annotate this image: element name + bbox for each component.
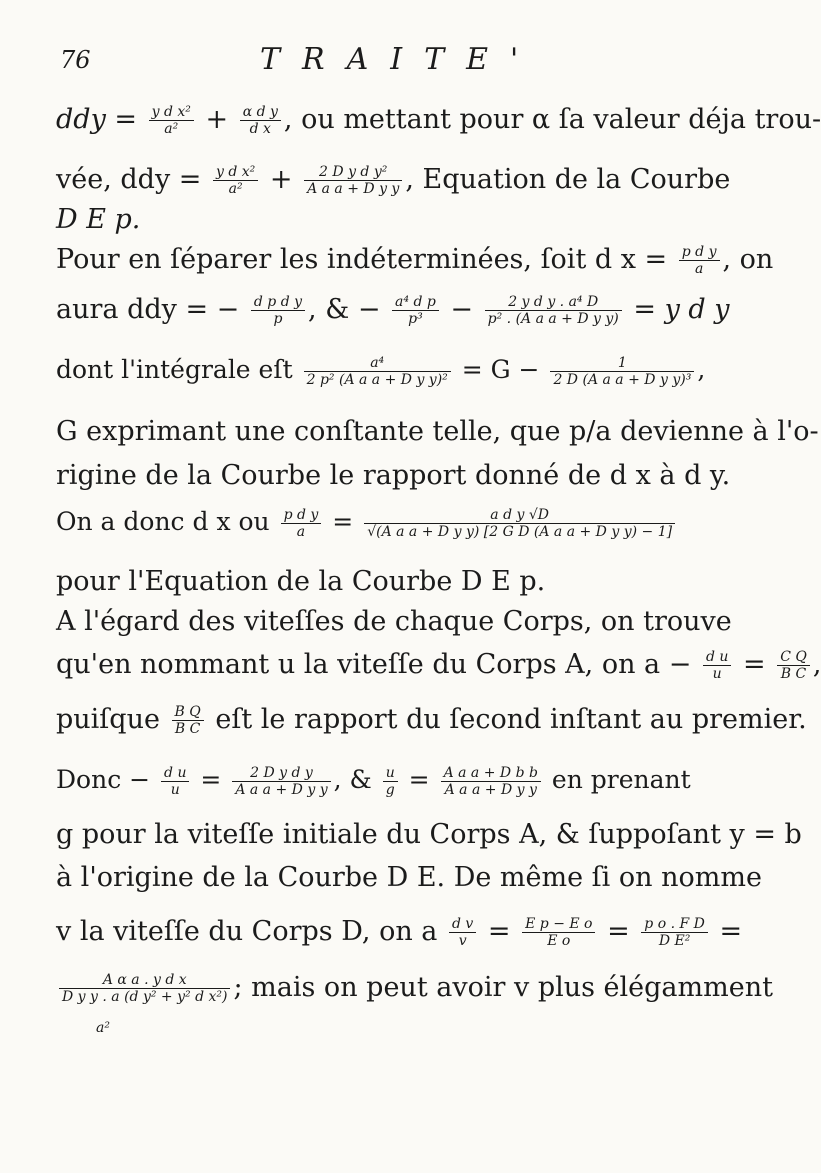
text-line-15: g pour la viteſſe initiale du Corps A, & ſuppoſant y = b: [56, 819, 802, 850]
text-line-12: qu'en nommant u la viteſſe du Corps A, on a − $\frac{\text{d u}}{u}$ = $\frac{\text{C Q}}{\text{B C}}$ ,: [56, 649, 821, 682]
text-line-13: puiſque $\frac{\text{B Q}}{\text{B C}}$ eſt le rapport du ſecond inſtant au premier.: [56, 704, 807, 737]
text-line-2: vée, ddy = $\frac{\text{y d x²}}{\text{a²}}$ + $\frac{\text{2 D y d y²}}{\text{A a a + D y y}}$ , Equation de la Courbe: [56, 164, 731, 197]
text-line-18: $\frac{\text{A α a . y d x}}{\text{D y y . a (d y² + y² d x²)}}$ ; mais on peut avoir v plus élégamment: [56, 968, 766, 1008]
text-line-3: D E p.: [56, 204, 141, 235]
text-line-14: Donc − $\frac{\text{d u}}{u}$ = $\frac{\text{2 D y d y}}{\text{A a a + D y y}}$ , & $\frac{u}{g}$ = $\frac{\text{A a a + D b b}}{\text{A a a + D y y}}$ en prenant: [56, 765, 691, 798]
text-line-6: dont l'intégrale eſt $\frac{\text{a⁴}}{\text{2 p² (A a a + D y y)²}}$ = G − $\frac{1}{\text{2 D (A a a + D y y)³}}$ ,: [56, 355, 706, 388]
text-line-19: a²: [96, 1020, 110, 1036]
text-line-5: aura ddy = − $\frac{\text{d p d y}}{p}$ , & − $\frac{\text{a⁴ d p}}{\text{p³}}$ − $\frac{\text{2 y d y . a⁴ D}}{\text{p² . (A a a + D y y)}}$ = y d y: [56, 294, 730, 327]
text-line-16: à l'origine de la Courbe D E. De même ſi on nomme: [56, 862, 762, 893]
text-line-9: On a donc d x ou $\frac{\text{p d y}}{a}$ = $\frac{\text{a d y √D}}{\text{√(A a a + D y y) [2 G D (A a a + D y y) − 1]}}$: [56, 502, 766, 542]
text-line-7: G exprimant une conſtante telle, que p/a devienne à l'o-: [56, 416, 819, 447]
text-line-4: Pour en ſéparer les indéterminées, ſoit d x = $\frac{\text{p d y}}{a}$ , on: [56, 244, 774, 277]
text-line-8: rigine de la Courbe le rapport donné de d x à d y.: [56, 460, 731, 491]
text-line-1: ddy = $\frac{\text{y d x²}}{\text{a²}}$ + $\frac{\text{α d y}}{\text{d x}}$ , ou mettant pour α ſa valeur déja trou-: [56, 104, 821, 137]
running-title: TRAITE': [260, 42, 541, 77]
page-header: [60, 42, 760, 82]
text-line-10: pour l'Equation de la Courbe D E p.: [56, 566, 546, 597]
page-number: 76: [60, 46, 91, 74]
text-line-17: v la viteſſe du Corps D, on a $\frac{\text{d v}}{v}$ = $\frac{\text{E p − E o}}{\text{E o}}$ = $\frac{\text{p o . F D}}{\text{D E²}}$ =: [56, 916, 743, 949]
text-line-11: A l'égard des viteſſes de chaque Corps, on trouve: [56, 606, 732, 637]
